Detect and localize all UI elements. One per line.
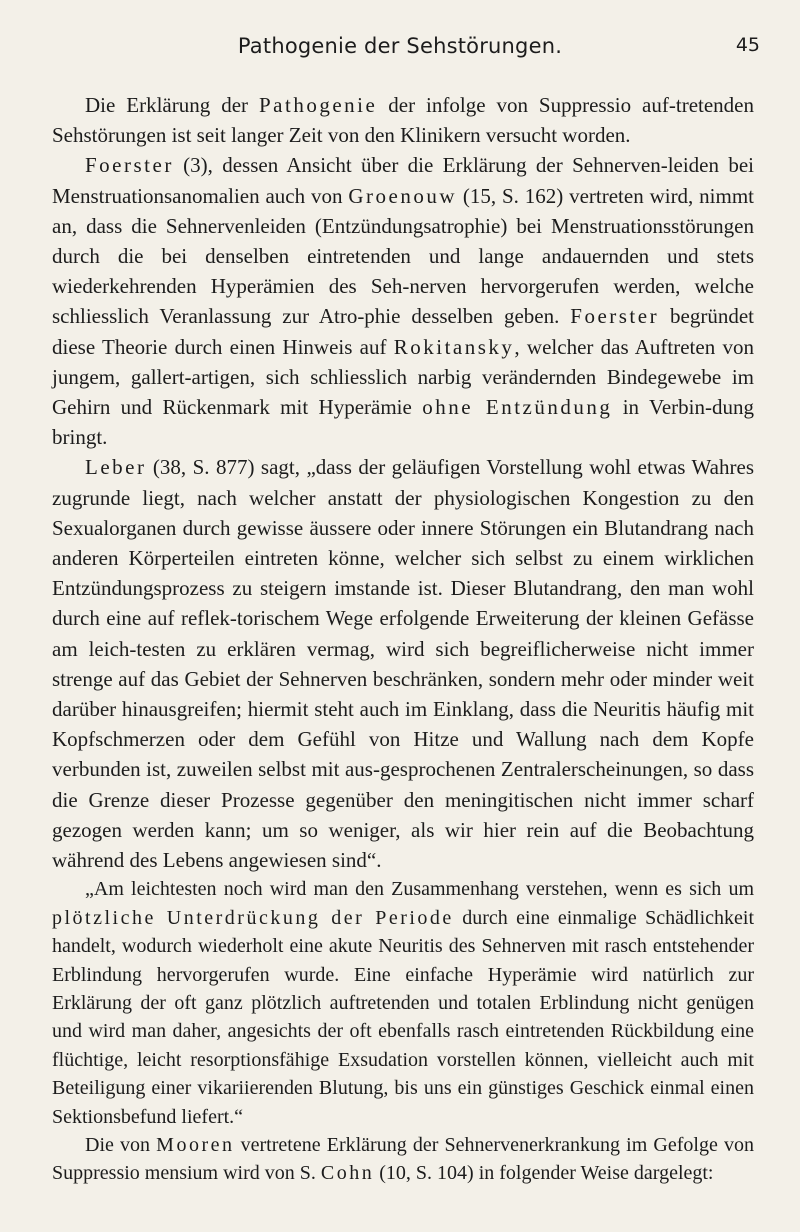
- author-name: Leber: [85, 455, 147, 480]
- spaced-emphasis: plötzliche Unterdrückung der Periode: [52, 906, 454, 929]
- page-number: 45: [735, 34, 760, 56]
- paragraph-3: [52, 452, 754, 875]
- page-header: [0, 34, 800, 62]
- paragraph-2: [52, 150, 754, 452]
- quote-block: [52, 875, 754, 1187]
- spaced-term-pathogenie: Pathogenie: [258, 93, 378, 117]
- body-text: [52, 90, 754, 1188]
- text-run: (3), dessen Ansicht über die Erklärung der Sehnerven-leiden bei Menstruationsanomalien auch von: [52, 153, 754, 208]
- text-run: durch eine einmalige Schädlichkeit handelt, wodurch wiederholt eine akute Neuritis des Sehnerven mit rasch entstehender Erblindung hervorgerufen wurde. Eine einfache Hyperämie wird natürlich zur Erklärung der oft ganz plötzlich auftretenden und totalen Erblindung nicht genügen und wird man daher, angesichts der oft ebenfalls rasch eintretenden Rückbildung eine flüchtige, leicht resorptionsfähige Exsudation vorstellen können, vielleicht auch mit Beteiligung einer vikariierenden Blutung, bis uns ein günstiges Geschick einmal einen Sektionsbefund liefert.“: [52, 906, 755, 1128]
- text-run: (15, S. 162) vertreten wird, nimmt an, dass die Sehnervenleiden (Entzündungsatrophie) bei Menstruationsstörungen durch die bei denselben eintretenden und lange andauernden und stets wiederkehrenden Hyperämien des Seh-nerven hervorgerufen werden, welche schliesslich Veranlassung zur Atro-phie desselben geben.: [52, 183, 754, 329]
- text-run: , welcher das Auftreten von jungem, gallert-artigen, sich schliesslich narbig verändernden Bindegewebe im Gehirn und Rückenmark mit Hyperämie: [52, 334, 754, 420]
- paragraph-1: [52, 90, 754, 150]
- author-name: Foerster: [570, 304, 660, 329]
- text-run: begründet diese Theorie durch einen Hinweis auf: [52, 304, 754, 359]
- text-run: „Am leichtesten noch wird man den Zusammenhang verstehen, wenn es sich um: [85, 878, 754, 901]
- text-run: (10, S. 104) in folgender Weise dargelegt:: [374, 1162, 714, 1185]
- text-run: in Verbin-dung bringt.: [52, 395, 755, 450]
- text-run: Die von: [85, 1133, 157, 1156]
- author-name: Cohn: [320, 1162, 375, 1185]
- text-run: vertretene Erklärung der Sehnervenerkrankung im Gefolge von Suppressio mensium wird von S.: [52, 1133, 754, 1185]
- text-run: (38, S. 877) sagt, „dass der geläufigen Vorstellung wohl etwas Wahres zugrunde liegt, nach welcher anstatt der physiologischen Kongestion zu den Sexualorganen durch gewisse äussere oder innere Störungen ein Blutandrang nach anderen Körperteilen eintreten könne, welcher sich selbst zu einem wirklichen Entzündungsprozess zu steigern imstande ist. Dieser Blutandrang, den man wohl durch eine auf reflek-torischem Wege erfolgende Erweiterung der kleinen Gefässe am leich-testen zu erklären vermag, wird sich begreiflicherweise nicht immer strenge auf das Gebiet der Sehnerven beschränken, sondern mehr oder minder weit darüber hinausgreifen; hiermit steht auch im Einklang, dass die Neuritis häufig mit Kopfschmerzen oder dem Gefühl von Hitze und Wallung nach dem Kopfe verbunden ist, zuweilen selbst mit aus-gesprochenen Zentralerscheinungen, so dass die Grenze dieser Prozesse gegenüber den meningitischen nicht immer scharf gezogen werden kann; um so weniger, als wir hier rein auf die Beobachtung während des Lebens angewiesen sind“.: [52, 455, 754, 873]
- paragraph-4: [52, 875, 754, 1131]
- author-name: Groenouw: [348, 183, 457, 208]
- spaced-emphasis: ohne Entzündung: [422, 395, 613, 420]
- author-name: Mooren: [156, 1133, 235, 1156]
- running-title: Pathogenie der Sehstörungen.: [237, 34, 563, 58]
- author-name: Foerster: [85, 153, 174, 178]
- author-name: Rokitansky: [393, 334, 515, 359]
- text-run: der infolge von Suppressio auf-tretenden Sehstörungen ist seit langer Zeit von den Klinikern versucht worden.: [52, 93, 754, 148]
- text-run: Die Erklärung der: [85, 93, 259, 117]
- paragraph-5: [52, 1131, 754, 1188]
